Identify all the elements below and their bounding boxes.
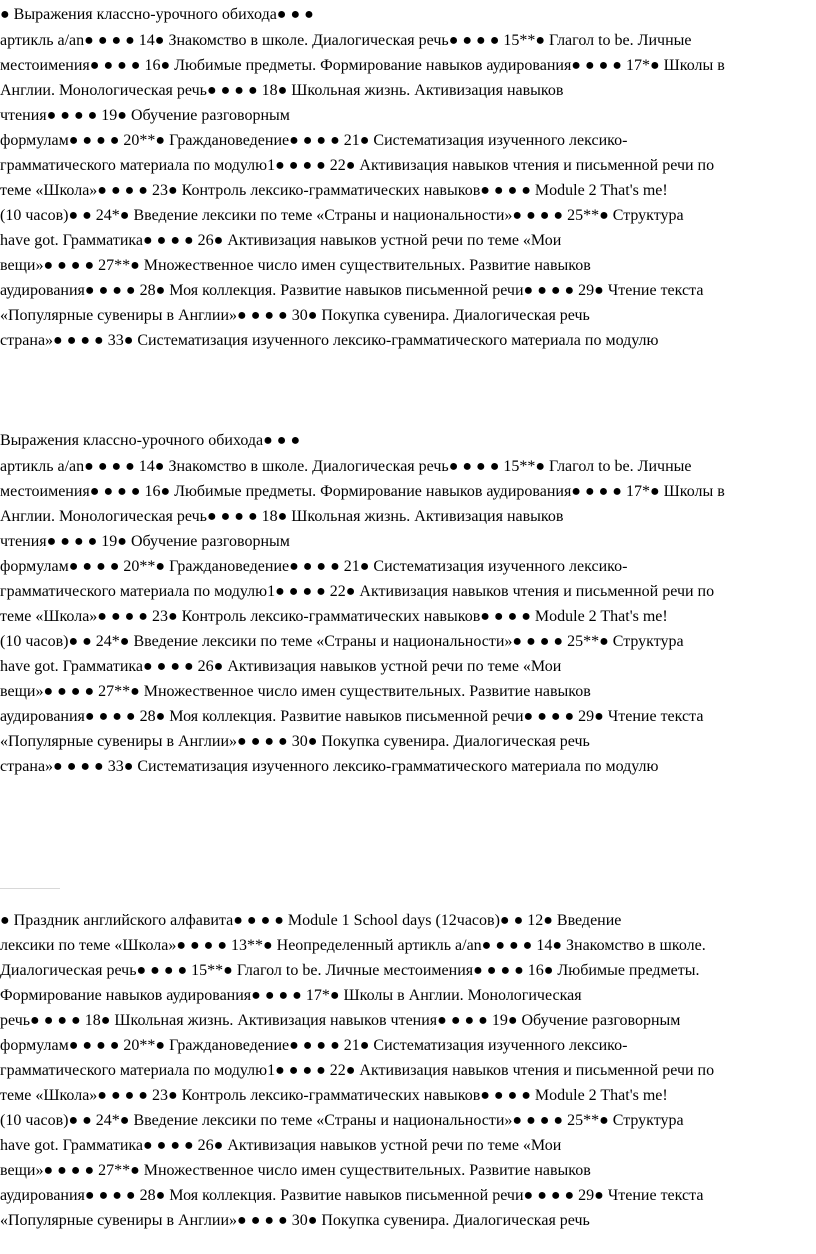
text-line: ● Выражения классно-урочного обихода● ● ●	[0, 6, 314, 23]
text-line: Диалогическая речь● ● ● ● 15**● Глагол to be. Личные местоимения● ● ● ● 16● Любимые предметы.	[0, 962, 700, 979]
text-line: «Популярные сувениры в Англии»● ● ● ● 30● Покупка сувенира. Диалогическая речь	[0, 733, 590, 750]
text-line: аудирования● ● ● ● 28● Моя коллекция. Развитие навыков письменной речи● ● ● ● 29● Чтение текста	[0, 282, 704, 299]
text-line: грамматического материала по модулю1● ● ● ● 22● Активизация навыков чтения и письменной речи по	[0, 157, 715, 174]
text-line: Формирование навыков аудирования● ● ● ● 17*● Школы в Англии. Монологическая	[0, 987, 582, 1004]
text-line: речь● ● ● ● 18● Школьная жизнь. Активизация навыков чтения● ● ● ● 19● Обучение разговорным	[0, 1012, 681, 1029]
text-line: ● Праздник английского алфавита● ● ● ● Module 1 School days (12часов)● ● 12● Введение	[0, 912, 622, 929]
text-line: местоимения● ● ● ● 16● Любимые предметы. Формирование навыков аудирования● ● ● ● 17*● Школы в	[0, 57, 725, 74]
text-line: теме «Школа»● ● ● ● 23● Контроль лексико-грамматических навыков● ● ● ● Module 2 That's me!	[0, 1087, 668, 1104]
text-line: лексики по теме «Школа»● ● ● ● 13**● Неопределенный артикль a/an● ● ● ● 14● Знакомство в школе.	[0, 937, 706, 954]
text-line: страна»● ● ● ● 33● Систематизация изученного лексико-грамматического материала по модулю	[0, 332, 659, 349]
text-line: вещи»● ● ● ● 27**● Множественное число имен существительных. Развитие навыков	[0, 683, 591, 700]
text-line: Выражения классно-урочного обихода● ● ●	[0, 432, 301, 449]
text-line: формулам● ● ● ● 20**● Граждановедение● ● ● ● 21● Систематизация изученного лексико-	[0, 132, 628, 149]
text-line: формулам● ● ● ● 20**● Граждановедение● ● ● ● 21● Систематизация изученного лексико-	[0, 558, 628, 575]
text-line: have got. Грамматика● ● ● ● 26● Активизация навыков устной речи по теме «Мои	[0, 232, 562, 249]
text-line: чтения● ● ● ● 19● Обучение разговорным	[0, 107, 290, 124]
text-line: формулам● ● ● ● 20**● Граждановедение● ● ● ● 21● Систематизация изученного лексико-	[0, 1037, 628, 1054]
text-line: Англии. Монологическая речь● ● ● ● 18● Школьная жизнь. Активизация навыков	[0, 508, 564, 525]
page-divider	[0, 888, 60, 889]
text-line: (10 часов)● ● 24*● Введение лексики по теме «Страны и национальности»● ● ● ● 25**● Структура	[0, 633, 684, 650]
text-line: страна»● ● ● ● 33● Систематизация изученного лексико-грамматического материала по модулю	[0, 758, 659, 775]
text-line: вещи»● ● ● ● 27**● Множественное число имен существительных. Развитие навыков	[0, 1162, 591, 1179]
text-line: have got. Грамматика● ● ● ● 26● Активизация навыков устной речи по теме «Мои	[0, 1137, 562, 1154]
text-line: теме «Школа»● ● ● ● 23● Контроль лексико-грамматических навыков● ● ● ● Module 2 That's me!	[0, 608, 668, 625]
text-line: (10 часов)● ● 24*● Введение лексики по теме «Страны и национальности»● ● ● ● 25**● Структура	[0, 1112, 684, 1129]
text-line: «Популярные сувениры в Англии»● ● ● ● 30● Покупка сувенира. Диалогическая речь	[0, 1212, 590, 1229]
text-line: Англии. Монологическая речь● ● ● ● 18● Школьная жизнь. Активизация навыков	[0, 82, 564, 99]
text-line: грамматического материала по модулю1● ● ● ● 22● Активизация навыков чтения и письменной речи по	[0, 583, 715, 600]
text-line: аудирования● ● ● ● 28● Моя коллекция. Развитие навыков письменной речи● ● ● ● 29● Чтение текста	[0, 708, 704, 725]
text-line: артикль a/an● ● ● ● 14● Знакомство в школе. Диалогическая речь● ● ● ● 15**● Глагол to be. Личные	[0, 458, 692, 475]
text-line: вещи»● ● ● ● 27**● Множественное число имен существительных. Развитие навыков	[0, 257, 591, 274]
text-line: аудирования● ● ● ● 28● Моя коллекция. Развитие навыков письменной речи● ● ● ● 29● Чтение текста	[0, 1187, 704, 1204]
text-line: местоимения● ● ● ● 16● Любимые предметы. Формирование навыков аудирования● ● ● ● 17*● Школы в	[0, 483, 725, 500]
text-line: теме «Школа»● ● ● ● 23● Контроль лексико-грамматических навыков● ● ● ● Module 2 That's me!	[0, 182, 668, 199]
text-line: (10 часов)● ● 24*● Введение лексики по теме «Страны и национальности»● ● ● ● 25**● Структура	[0, 207, 684, 224]
text-line: артикль a/an● ● ● ● 14● Знакомство в школе. Диалогическая речь● ● ● ● 15**● Глагол to be. Личные	[0, 32, 692, 49]
text-line: грамматического материала по модулю1● ● ● ● 22● Активизация навыков чтения и письменной речи по	[0, 1062, 715, 1079]
text-line: чтения● ● ● ● 19● Обучение разговорным	[0, 533, 290, 550]
text-line: have got. Грамматика● ● ● ● 26● Активизация навыков устной речи по теме «Мои	[0, 658, 562, 675]
text-line: «Популярные сувениры в Англии»● ● ● ● 30● Покупка сувенира. Диалогическая речь	[0, 307, 590, 324]
